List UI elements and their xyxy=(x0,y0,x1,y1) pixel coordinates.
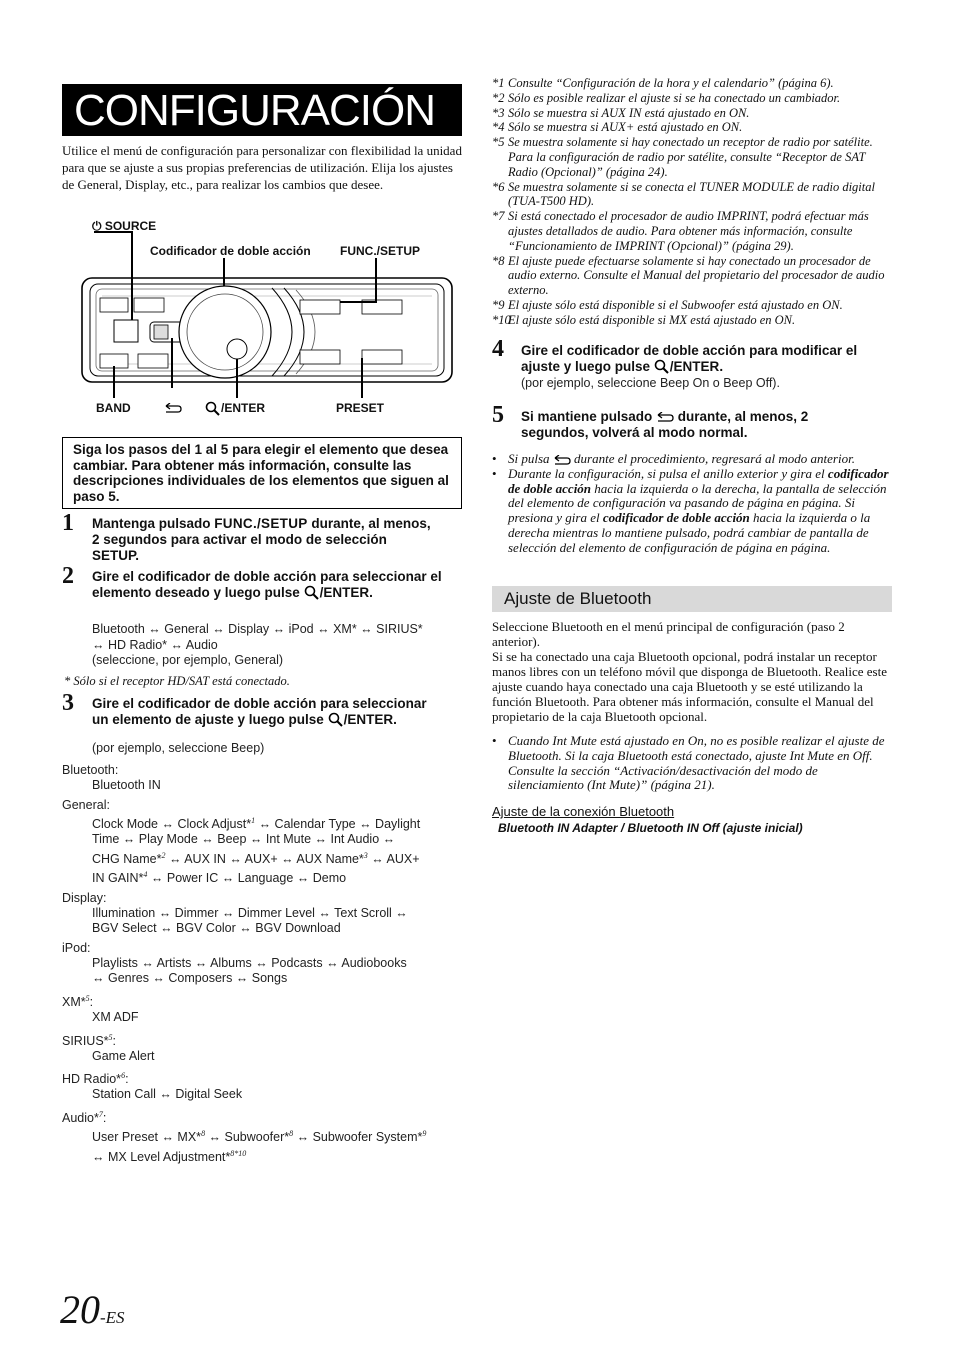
return-icon xyxy=(553,455,571,465)
step-3-number: 3 xyxy=(62,690,74,716)
title-bar xyxy=(62,84,462,136)
bt-sub-heading: Ajuste de la conexión Bluetooth xyxy=(492,804,675,820)
section-ipod-items: Playlists ↔ Artists ↔ Albums ↔ Podcasts ↔ Audiobooks ↔ Genres ↔ Composers ↔ Songs xyxy=(92,955,407,986)
footnote-5: *5 Se muestra solamente si hay conectado un receptor de radio por satélite. Para la configuración de radio por satélite, consulte “Receptor de SAT Radio (Opcional)” (página 24). xyxy=(492,135,873,179)
intro-paragraph: Utilice el menú de configuración para personalizar con flexibilidad la unidad para que se ajuste a sus propias preferencias de utilización. Elija los ajustes de General, Display, etc., para realizar los cambios que desee. xyxy=(62,143,462,192)
bt-bullets xyxy=(492,734,892,793)
footnote-9: *9 El ajuste sólo está disponible si el Subwoofer está ajustado en ON. xyxy=(492,297,843,312)
bluetooth-section-title: Ajuste de Bluetooth xyxy=(504,589,652,608)
search-icon xyxy=(328,712,344,728)
steps-intro-box: Siga los pasos del 1 al 5 para elegir el elemento que desea cambiar. Para obtener más información, consulte las descripciones individuales de los elementos que siguen al paso 5. xyxy=(62,437,462,509)
note-bullet-1: • Si pulsa durante el procedimiento, regresará al modo anterior. xyxy=(492,451,855,466)
preset-label: PRESET xyxy=(336,401,385,415)
section-sirius-heading: SIRIUS*$^5$: xyxy=(62,1032,117,1048)
settings-list xyxy=(62,763,462,1165)
search-icon xyxy=(654,359,670,375)
bt-paragraph-1: Seleccione Bluetooth en el menú principal de configuración (paso 2 anterior). xyxy=(492,619,845,649)
func-setup-label: FUNC./SETUP xyxy=(340,244,421,258)
return-icon xyxy=(656,412,674,422)
step-4-text: Gire el codificador de doble acción para modificar el ajuste y luego pulse /ENTER. xyxy=(521,343,858,374)
step-4-number: 4 xyxy=(492,336,504,362)
footnotes xyxy=(492,76,897,328)
footnote-10: *10 El ajuste sólo está disponible si MX está ajustado en ON. xyxy=(492,312,796,327)
step-3-text: Gire el codificador de doble acción para seleccionar un elemento de ajuste y luego pulse /ENTER. xyxy=(92,696,427,727)
source-label: ⏻ SOURCE xyxy=(92,219,157,233)
section-xm-heading: XM*$^5$: xyxy=(62,993,94,1010)
step-2-number: 2 xyxy=(62,563,74,589)
footnote-4: *4 Sólo se muestra si AUX+ está ajustado en ON. xyxy=(492,120,743,135)
bluetooth-section-body xyxy=(492,619,892,836)
search-icon xyxy=(304,585,320,601)
footnote-3: *3 Sólo se muestra si AUX IN está ajustado en ON. xyxy=(492,105,750,120)
step-2-sequence: Bluetooth ↔ General ↔ Display ↔ iPod ↔ XM* ↔ SIRIUS* ↔ HD Radio* ↔ Audio (seleccione, por ejemplo, General) xyxy=(92,622,423,667)
section-audio-heading: Audio*$^7$: xyxy=(62,1109,107,1126)
section-display-items: Illumination ↔ Dimmer ↔ Dimmer Level ↔ Text Scroll ↔ BGV Select ↔ BGV Color ↔ BGV Download xyxy=(92,905,408,936)
section-general-heading: General: xyxy=(62,797,110,812)
section-hd-items: Station Call ↔ Digital Seek xyxy=(92,1087,243,1102)
bt-paragraph-2: Si se ha conectado una caja Bluetooth opcional, podrá instalar un receptor manos libres con un teléfono móvil que disponga de Bluetooth. Realice este ajuste cuando haya conectado una caja Bluetooth y se esté utilizando la función Bluetooth. Para obtener más información, consulte el Manual del propietario de la caja Bluetooth opcional. xyxy=(492,649,887,724)
page-title: CONFIGURACIÓN xyxy=(74,86,435,135)
section-ipod-heading: iPod: xyxy=(62,940,91,955)
step-4-example: (por ejemplo, seleccione Beep On o Beep Off). xyxy=(521,376,780,390)
step-5-text: Si mantiene pulsado durante, al menos, 2 segundos, volverá al modo normal. xyxy=(521,409,809,440)
step-2-note: * Sólo si el receptor HD/SAT está conectado. xyxy=(64,674,290,688)
section-bluetooth-heading: Bluetooth: xyxy=(62,763,119,777)
power-icon: ⏻ xyxy=(92,219,102,233)
bt-sub-value: Bluetooth IN Adapter / Bluetooth IN Off (ajuste inicial) xyxy=(498,821,803,836)
footnote-1: *1 Consulte “Configuración de la hora y el calendario” (página 6). xyxy=(492,76,834,90)
step-3-example: (por ejemplo, seleccione Beep) xyxy=(92,741,265,755)
step-2-text: Gire el codificador de doble acción para seleccionar el elemento deseado y luego pulse /ENTER. xyxy=(92,569,442,600)
encoder-label: Codificador de doble acción xyxy=(150,244,311,258)
section-general-items: Clock Mode ↔ Clock Adjust*$^1$ ↔ Calendar Type ↔ Daylight Time ↔ Play Mode ↔ Beep ↔ Int Mute ↔ Int Audio ↔ CHG Name*$^2$ ↔ AUX IN ↔ AUX+ ↔ AUX Name*$^3$ ↔ AUX+ IN GAIN*$^4$ ↔ Power IC ↔ Language ↔ Demo xyxy=(92,815,421,886)
band-label: BAND xyxy=(96,401,131,415)
step-1-number: 1 xyxy=(62,510,74,536)
section-bluetooth-items: Bluetooth IN xyxy=(92,778,161,792)
section-display-heading: Display: xyxy=(62,890,107,905)
bluetooth-section-header xyxy=(492,586,892,612)
step-5-number: 5 xyxy=(492,402,504,428)
section-sirius-items: Game Alert xyxy=(92,1048,155,1063)
section-xm-items: XM ADF xyxy=(92,1010,139,1025)
step-1-text: Mantenga pulsado FUNC./SETUP durante, al menos, 2 segundos para activar el modo de selección SETUP. xyxy=(92,516,431,563)
footnote-8: *8 El ajuste puede efectuarse solamente si hay conectado un procesador de audio externo. Consulte el Manual del propietario del procesador de audio externo. xyxy=(492,253,885,298)
page-number: 20-ES xyxy=(60,1287,125,1332)
bt-bullet: • Cuando Int Mute está ajustado en On, no es posible realizar el ajuste de Bluetooth. Si la caja Bluetooth está conectado, ajuste Int Mute en Off. Consulte la sección “Activación/desactivación del modo de silenciamiento (Int Mute)” (página 21). xyxy=(492,733,885,793)
return-label xyxy=(164,400,182,414)
footnote-7: *7 Si está conectado el procesador de audio IMPRINT, podrá efectuar más ajustes detallados de audio. Para obtener más información, consulte “Funcionamiento de IMPRINT (Opcional)” (página 29). xyxy=(492,209,869,253)
section-hd-heading: HD Radio*$^6$: xyxy=(62,1071,129,1087)
procedure-notes xyxy=(492,452,892,556)
footnote-2: *2 Sólo es posible realizar el ajuste si se ha conectado un cambiador. xyxy=(492,90,841,105)
enter-label: /ENTER xyxy=(205,401,265,417)
note-bullet-2: • Durante la configuración, si pulsa el anillo exterior y gira el codificador de doble acción hacia la izquierda o la derecha, la pantalla de selección del elemento de configuración va pasando de página en página. Si presiona y gira el codificador de doble acción hacia la izquierda o la derecha mientras lo mantiene pulsado, podrá cambiar de pantalla de selección del elemento de configuración de página en página. xyxy=(492,465,889,555)
search-icon xyxy=(205,401,221,417)
return-icon xyxy=(164,403,182,413)
section-audio-items: User Preset ↔ MX*$^8$ ↔ Subwoofer*$^8$ ↔ Subwoofer System*$^9$ ↔ MX Level Adjustment*$^{8*10}$ xyxy=(92,1129,427,1164)
footnote-6: *6 Se muestra solamente si se conecta el TUNER MODULE de radio digital (TUA-T500 HD). xyxy=(492,179,875,209)
